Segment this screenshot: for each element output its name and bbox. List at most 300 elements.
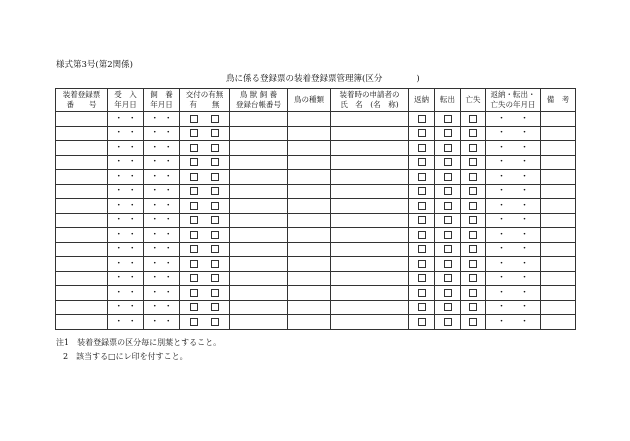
checkbox[interactable] [444,216,452,224]
date-dot: ・ [114,258,124,269]
checkbox[interactable] [211,129,219,137]
cell-received-date[interactable] [108,170,144,185]
cell-return [409,257,435,272]
cell-keeping-date[interactable] [144,170,180,185]
cell-loss [461,170,486,185]
checkbox[interactable] [444,158,452,166]
cell-keeping-date[interactable] [144,112,180,127]
cell-registration-number[interactable] [56,141,108,156]
cell-bird-type[interactable] [288,213,331,228]
checkbox[interactable] [190,245,198,253]
checkbox[interactable] [190,318,198,326]
header-line: 有 無 [189,100,220,109]
checkbox-group [180,115,229,123]
checkbox[interactable] [469,202,477,210]
cell-remarks[interactable] [541,170,576,185]
cell-issued [180,213,230,228]
cell-keeping-date[interactable] [144,315,180,330]
cell-status-date[interactable] [486,184,541,199]
date-dot: ・ [150,287,160,298]
checkbox[interactable] [469,318,477,326]
date-separator-dots [108,172,143,182]
checkbox[interactable] [190,173,198,181]
cell-applicant-name[interactable] [331,271,409,286]
checkbox[interactable] [190,115,198,123]
cell-bird-type[interactable] [288,228,331,243]
date-dot: ・ [496,229,506,240]
cell-remarks[interactable] [541,257,576,272]
cell-received-date[interactable] [108,228,144,243]
cell-keeping-ledger-number[interactable] [230,228,288,243]
cell-registration-number[interactable] [56,257,108,272]
cell-transfer [435,228,461,243]
checkbox[interactable] [469,274,477,282]
cell-applicant-name[interactable] [331,112,409,127]
checkbox[interactable] [469,158,477,166]
cell-remarks[interactable] [541,228,576,243]
checkbox[interactable] [469,115,477,123]
cell-remarks[interactable] [541,141,576,156]
date-dot: ・ [496,316,506,327]
cell-keeping-ledger-number[interactable] [230,126,288,141]
checkbox[interactable] [444,318,452,326]
cell-keeping-ledger-number[interactable] [230,141,288,156]
cell-applicant-name[interactable] [331,315,409,330]
checkbox[interactable] [444,115,452,123]
cell-keeping-date[interactable] [144,242,180,257]
checkbox-group [409,289,434,297]
checkbox-group [435,173,460,181]
cell-applicant-name[interactable] [331,141,409,156]
checkbox[interactable] [444,173,452,181]
table-row [56,300,576,315]
checkbox-group [435,216,460,224]
date-dot: ・ [496,200,506,211]
cell-received-date[interactable] [108,213,144,228]
date-separator-dots [108,259,143,269]
cell-applicant-name[interactable] [331,199,409,214]
cell-remarks[interactable] [541,300,576,315]
header-bird-type [288,89,331,112]
checkbox-group [180,274,229,282]
checkbox-group [435,129,460,137]
cell-remarks[interactable] [541,155,576,170]
date-dot: ・ [114,113,124,124]
cell-status-date[interactable] [486,228,541,243]
cell-received-date[interactable] [108,184,144,199]
checkbox[interactable] [469,231,477,239]
cell-registration-number[interactable] [56,126,108,141]
header-line: 返納・転出・ [490,90,536,99]
checkbox-group [435,115,460,123]
checkbox[interactable] [444,274,452,282]
cell-registration-number[interactable] [56,286,108,301]
cell-issued [180,257,230,272]
table-row [56,257,576,272]
cell-status-date[interactable] [486,242,541,257]
cell-remarks[interactable] [541,112,576,127]
cell-applicant-name[interactable] [331,126,409,141]
cell-received-date[interactable] [108,271,144,286]
cell-remarks[interactable] [541,199,576,214]
cell-applicant-name[interactable] [331,155,409,170]
checkbox[interactable] [418,231,426,239]
cell-keeping-ledger-number[interactable] [230,242,288,257]
cell-registration-number[interactable] [56,199,108,214]
header-received-date [108,89,144,112]
date-dot: ・ [163,287,173,298]
cell-keeping-ledger-number[interactable] [230,199,288,214]
cell-applicant-name[interactable] [331,257,409,272]
checkbox[interactable] [469,144,477,152]
cell-keeping-ledger-number[interactable] [230,170,288,185]
checkbox[interactable] [418,303,426,311]
checkbox[interactable] [444,144,452,152]
cell-status-date[interactable] [486,213,541,228]
date-dot: ・ [496,157,506,168]
cell-received-date[interactable] [108,155,144,170]
header-line: 飼 養 [150,90,173,99]
cell-keeping-date[interactable] [144,257,180,272]
header-transfer [435,89,461,112]
date-dot: ・ [496,273,506,284]
cell-return [409,155,435,170]
date-separator-dots [144,143,179,153]
checkbox[interactable] [190,216,198,224]
cell-registration-number[interactable] [56,315,108,330]
cell-return [409,242,435,257]
date-dot: ・ [114,302,124,313]
cell-bird-type[interactable] [288,257,331,272]
checkbox-group [180,187,229,195]
cell-issued [180,315,230,330]
checkbox[interactable] [444,202,452,210]
date-separator-dots [108,317,143,327]
cell-issued [180,170,230,185]
checkbox[interactable] [190,231,198,239]
cell-status-date[interactable] [486,126,541,141]
checkbox[interactable] [190,303,198,311]
checkbox[interactable] [418,202,426,210]
date-dot: ・ [114,186,124,197]
cell-bird-type[interactable] [288,170,331,185]
cell-received-date[interactable] [108,199,144,214]
date-dot: ・ [114,128,124,139]
checkbox[interactable] [418,216,426,224]
cell-status-date[interactable] [486,170,541,185]
checkbox[interactable] [444,129,452,137]
header-line: 装着登録票 [62,90,101,99]
date-dot: ・ [496,186,506,197]
checkbox[interactable] [444,260,452,268]
checkbox-group [435,303,460,311]
checkbox[interactable] [469,303,477,311]
date-separator-dots [486,128,540,138]
cell-received-date[interactable] [108,300,144,315]
header-line: 転出 [440,95,455,104]
cell-remarks[interactable] [541,271,576,286]
cell-status-date[interactable] [486,315,541,330]
checkbox[interactable] [211,274,219,282]
checkbox[interactable] [190,260,198,268]
checkbox[interactable] [469,260,477,268]
checkbox[interactable] [444,245,452,253]
date-dot: ・ [496,171,506,182]
cell-bird-type[interactable] [288,112,331,127]
checkbox[interactable] [418,289,426,297]
cell-status-date[interactable] [486,199,541,214]
cell-applicant-name[interactable] [331,242,409,257]
checkbox[interactable] [211,158,219,166]
cell-bird-type[interactable] [288,199,331,214]
cell-return [409,199,435,214]
checkbox[interactable] [418,245,426,253]
cell-applicant-name[interactable] [331,228,409,243]
checkbox[interactable] [190,289,198,297]
checkbox[interactable] [211,216,219,224]
cell-registration-number[interactable] [56,112,108,127]
date-dot: ・ [127,113,137,124]
header-line: 装着時の申請者の [339,90,400,99]
checkbox[interactable] [190,158,198,166]
cell-issued [180,228,230,243]
date-separator-dots [108,288,143,298]
checkbox[interactable] [418,144,426,152]
cell-loss [461,199,486,214]
cell-keeping-date[interactable] [144,184,180,199]
cell-registration-number[interactable] [56,242,108,257]
cell-transfer [435,112,461,127]
cell-issued [180,286,230,301]
date-separator-dots [144,128,179,138]
cell-received-date[interactable] [108,242,144,257]
checkbox-group [180,231,229,239]
checkbox[interactable] [211,289,219,297]
cell-remarks[interactable] [541,126,576,141]
checkbox[interactable] [444,289,452,297]
cell-bird-type[interactable] [288,126,331,141]
cell-remarks[interactable] [541,213,576,228]
cell-bird-type[interactable] [288,315,331,330]
checkbox[interactable] [469,129,477,137]
checkbox[interactable] [469,289,477,297]
date-dot: ・ [114,157,124,168]
cell-loss [461,257,486,272]
checkbox[interactable] [190,187,198,195]
date-separator-dots [486,288,540,298]
cell-loss [461,184,486,199]
date-separator-dots [108,302,143,312]
date-dot: ・ [150,113,160,124]
checkbox[interactable] [418,187,426,195]
checkbox[interactable] [190,129,198,137]
cell-issued [180,242,230,257]
checkbox[interactable] [418,129,426,137]
checkbox[interactable] [211,202,219,210]
cell-status-date[interactable] [486,112,541,127]
checkbox[interactable] [444,303,452,311]
date-dot: ・ [519,287,529,298]
cell-applicant-name[interactable] [331,184,409,199]
checkbox-group [180,216,229,224]
checkbox[interactable] [211,187,219,195]
date-dot: ・ [127,215,137,226]
header-line: 返納 [414,95,429,104]
checkbox[interactable] [190,144,198,152]
checkbox[interactable] [469,216,477,224]
checkbox[interactable] [211,173,219,181]
cell-keeping-date[interactable] [144,228,180,243]
table-row [56,228,576,243]
header-line: 氏 名 (名 称) [340,100,399,109]
cell-registration-number[interactable] [56,184,108,199]
checkbox-group [409,245,434,253]
cell-keeping-date[interactable] [144,286,180,301]
cell-registration-number[interactable] [56,170,108,185]
cell-bird-type[interactable] [288,242,331,257]
checkbox[interactable] [418,115,426,123]
checkbox-group [461,187,485,195]
cell-keeping-date[interactable] [144,300,180,315]
header-line: 年月日 [150,100,173,109]
cell-status-date[interactable] [486,155,541,170]
checkbox[interactable] [418,260,426,268]
cell-bird-type[interactable] [288,155,331,170]
checkbox[interactable] [418,274,426,282]
checkbox[interactable] [469,173,477,181]
date-separator-dots [144,230,179,240]
date-separator-dots [144,259,179,269]
cell-applicant-name[interactable] [331,170,409,185]
checkbox[interactable] [418,173,426,181]
table-row [56,271,576,286]
checkbox[interactable] [211,260,219,268]
cell-keeping-date[interactable] [144,155,180,170]
cell-issued [180,300,230,315]
cell-keeping-date[interactable] [144,126,180,141]
cell-remarks[interactable] [541,315,576,330]
cell-status-date[interactable] [486,286,541,301]
checkbox[interactable] [469,245,477,253]
checkbox[interactable] [211,303,219,311]
cell-registration-number[interactable] [56,271,108,286]
cell-keeping-ledger-number[interactable] [230,300,288,315]
date-dot: ・ [150,215,160,226]
date-dot: ・ [163,302,173,313]
cell-status-date[interactable] [486,257,541,272]
cell-remarks[interactable] [541,184,576,199]
cell-issued [180,271,230,286]
date-separator-dots [486,201,540,211]
date-dot: ・ [163,186,173,197]
cell-received-date[interactable] [108,257,144,272]
checkbox[interactable] [469,187,477,195]
cell-registration-number[interactable] [56,300,108,315]
cell-status-date[interactable] [486,271,541,286]
cell-remarks[interactable] [541,286,576,301]
cell-applicant-name[interactable] [331,286,409,301]
cell-keeping-date[interactable] [144,271,180,286]
checkbox[interactable] [211,144,219,152]
cell-status-date[interactable] [486,141,541,156]
cell-keeping-ledger-number[interactable] [230,184,288,199]
date-separator-dots [486,172,540,182]
cell-issued [180,112,230,127]
cell-applicant-name[interactable] [331,213,409,228]
date-separator-dots [144,317,179,327]
cell-registration-number[interactable] [56,213,108,228]
cell-bird-type[interactable] [288,286,331,301]
cell-status-date[interactable] [486,300,541,315]
document-title: 鳥に係る登録票の装着登録票管理簿(区分 ) [226,74,420,84]
checkbox-group [435,158,460,166]
cell-applicant-name[interactable] [331,300,409,315]
checkbox[interactable] [444,187,452,195]
checkbox[interactable] [418,158,426,166]
checkbox[interactable] [190,202,198,210]
cell-remarks[interactable] [541,242,576,257]
checkbox[interactable] [211,115,219,123]
checkbox[interactable] [418,318,426,326]
date-separator-dots [108,201,143,211]
cell-keeping-ledger-number[interactable] [230,112,288,127]
date-dot: ・ [519,157,529,168]
cell-bird-type[interactable] [288,271,331,286]
checkbox[interactable] [190,274,198,282]
checkbox[interactable] [444,231,452,239]
cell-bird-type[interactable] [288,184,331,199]
checkbox-group [435,245,460,253]
date-dot: ・ [114,229,124,240]
cell-registration-number[interactable] [56,155,108,170]
cell-received-date[interactable] [108,126,144,141]
cell-registration-number[interactable] [56,228,108,243]
checkbox[interactable] [211,318,219,326]
cell-received-date[interactable] [108,315,144,330]
date-dot: ・ [519,186,529,197]
cell-keeping-ledger-number[interactable] [230,315,288,330]
date-separator-dots [108,143,143,153]
date-dot: ・ [163,273,173,284]
cell-received-date[interactable] [108,286,144,301]
header-line: 備 考 [546,95,570,104]
cell-bird-type[interactable] [288,141,331,156]
cell-return [409,170,435,185]
cell-keeping-date[interactable] [144,199,180,214]
cell-keeping-ledger-number[interactable] [230,155,288,170]
cell-keeping-ledger-number[interactable] [230,286,288,301]
cell-keeping-ledger-number[interactable] [230,257,288,272]
cell-received-date[interactable] [108,141,144,156]
cell-return [409,228,435,243]
table-row [56,170,576,185]
header-status-date [486,89,541,112]
cell-received-date[interactable] [108,112,144,127]
cell-bird-type[interactable] [288,300,331,315]
cell-keeping-ledger-number[interactable] [230,271,288,286]
cell-transfer [435,170,461,185]
cell-keeping-date[interactable] [144,141,180,156]
cell-keeping-ledger-number[interactable] [230,213,288,228]
date-dot: ・ [150,244,160,255]
cell-keeping-date[interactable] [144,213,180,228]
date-dot: ・ [519,200,529,211]
header-keeping-date [144,89,180,112]
checkbox-group [180,303,229,311]
checkbox[interactable] [211,245,219,253]
checkbox-group [435,274,460,282]
checkbox[interactable] [211,231,219,239]
